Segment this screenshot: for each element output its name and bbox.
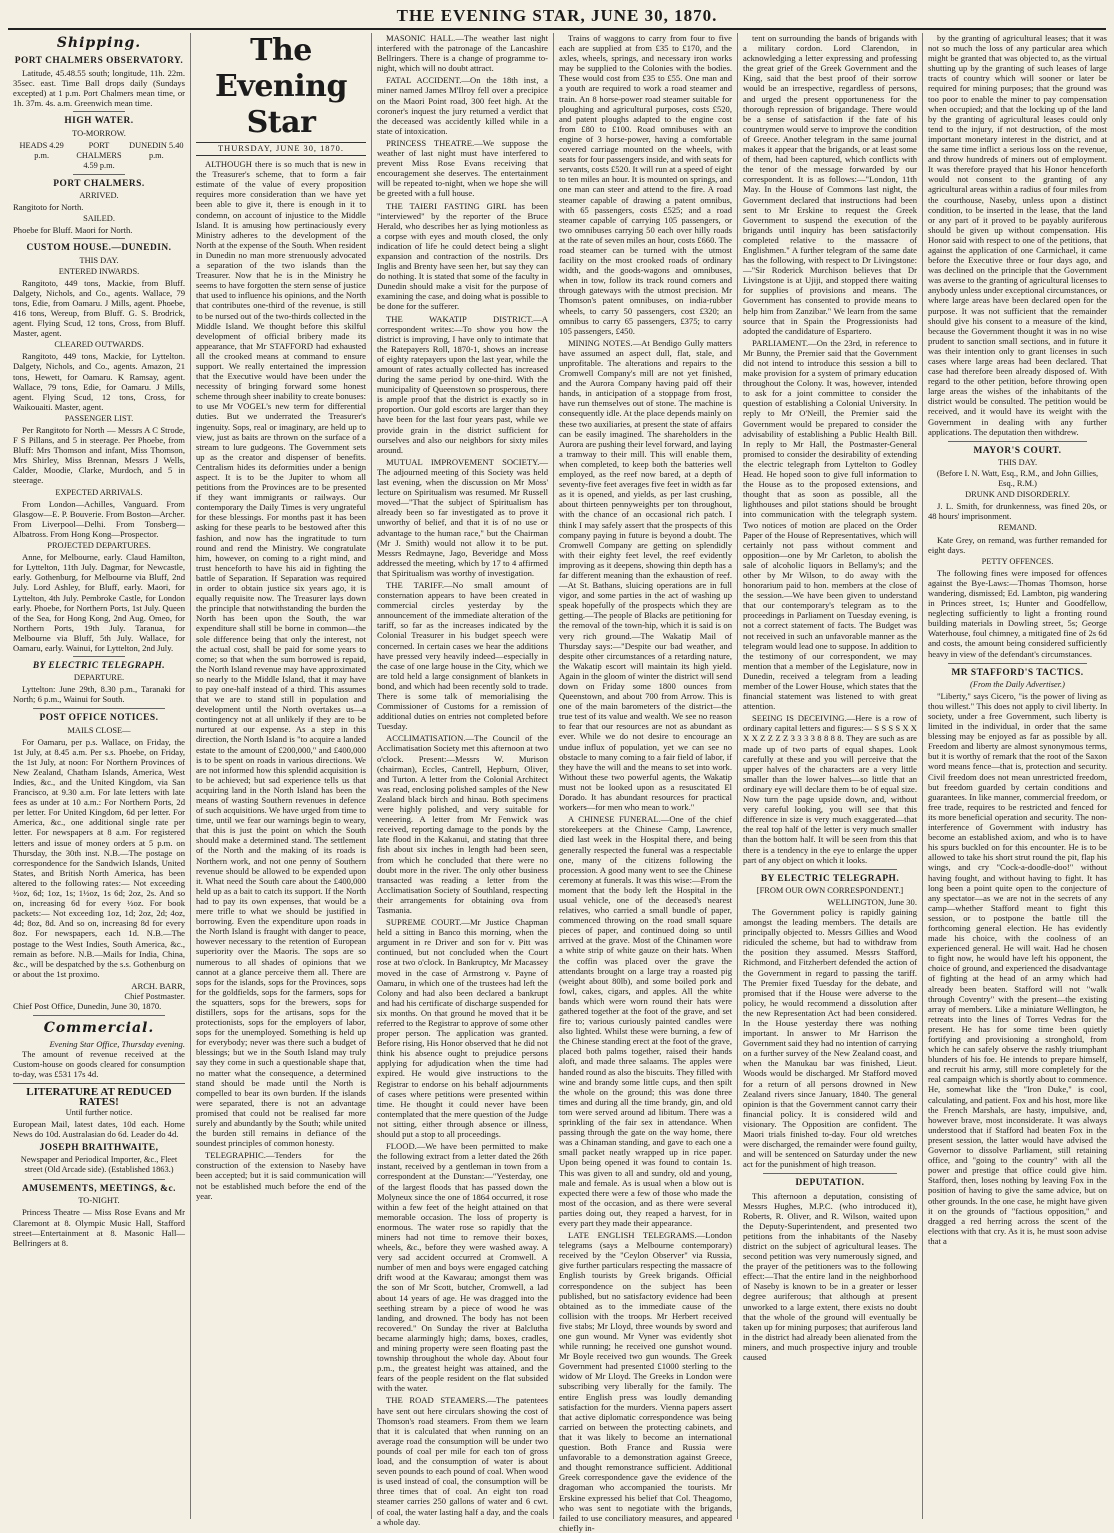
- mutual-improvement-paragraph: MUTUAL IMPROVEMENT SOCIETY.—The adjourned meeting of this Society was held last evening, when the discussion on Mr Moss' lecture on Spiritualism was resumed. Mr Russell moved—"That the subject of Spiritualism has already been so far investigated as to prove it unworthy of belief, and that it is of no use or advantage to the human race," but the Chairman (Mr J. Smith) would not allow it to be put. Messrs Redmayne, Jago, Beveridge and Moss addressed the meeting, which by 17 to 4 affirmed that Spiritualism was worthy of investigation.: [377, 456, 548, 578]
- commercial-title: Commercial.: [43, 1020, 155, 1037]
- entered-text: Rangitoto, 449 tons, Mackie, from Bluff. Dalgety, Nichols, and Co., agents. Wallace, 79 tons, Edie, from Oamaru. J Mills, agent. Phoebe, 416 tons, Wereup, from Bluff. G. S. Brodrick, agent. Flying Scud, 12 tons, Cross, from Bluff. Master, agent.: [13, 277, 185, 339]
- masthead-rule: [8, 28, 1106, 30]
- arrived-text: Rangitoto for North.: [13, 202, 84, 213]
- parliament-paragraph: PARLIAMENT.—On the 23rd, in reference to Mr Bunny, the Premier said that the Government did not intend to introduce this session a bill to make provision for a system of primary education throughout the Colony. It was, however, intended to ask for a joint committee to consider the question of establishing a Colonial University. In reply to Mr O'Neill, the Premier said the Government would be prepared to consider the advisability of establishing a Public Health Bill. In reply to Mr Hall, the Postmaster-General promised to consider the desirability of extending the electric telegraph from Lyttelton to Godley Head. He hoped soon to give full information to the House as to the proposed extensions, and thought that as soon as possible, all the lighthouses and pilot stations should be brought into communication with the telegraph system. Two notices of motion are placed on the Order Paper of the House of Representatives, which will certainly not pass without comment and opposition—one by Mr Carleton, to abolish the sale of alcoholic liquors in Bellamy's; and the other by Mr Wilson, to do away with the honorarium paid to hon. members at the close of the session.—We have been given to understand that our contemporary's telegram as to the proceedings in Parliament on Tuesday evening, is not a correct statement of facts. The Budget was not received in such an unfavorable manner as the telegram would lead one to suppose. In addition to the testimony of our correspondent, we may mention that a member of the Legislature, now in Dunedin, received a telegram from a leading member of the Lower House, which states that the financial statement was listened to with great attention.: [743, 337, 917, 712]
- column-2: [191, 33, 372, 1519]
- wellington-dateline: WELLINGTON, June 30.: [827, 896, 917, 907]
- amusements-text: Princess Theatre — Miss Rose Evans and Mr Claremont at 8. Olympic Music Hall, Stafford street—Entertainment at 8. Masonic Hall—Bellringers at 8.: [13, 1207, 185, 1248]
- divider: [73, 656, 125, 657]
- shipping-title: Shipping.: [56, 35, 142, 51]
- column-3: [372, 33, 554, 1527]
- road-steamers-continued: Trains of waggons to carry from four to five each are supplied at from £35 to £170, and the axles, wheels, springs, and necessary iron works may be supplied to the Colonies with the bodies. These would cost from £35 to £55. One man and a youth are required to work a road steamer and train. An 8 horse-power road steamer suitable for ploughing and agricultural purposes, costs £520, and patent ploughs adapted to the engine cost from £80 to £100. Road omnibuses with an engine of 3 horse-power, having a comfortable covered carriage mounted on the wheels, with seats for four passengers inside, and with seats for servants, costs £520. It will run at a speed of eight to ten miles an hour. It is mounted on springs, and one man can steer and attend to the fire. A road steamer capable of drawing a patent omnibus, with 65 passengers, costs £525; and a road steamer capable of carrying 105 passengers, or two omnibuses carrying 50 each over hilly roads at the rate of seven miles an hour, costs £660. The road steamer can be turned with the utmost facility on the most crooked roads of ordinary width, and the goods-wagons and omnibuses, when in tow, follow its track round corners and through gateways with the utmost precision. Mr Thomson's patent omnibuses, on india-rubber wheels, to carry 50 passengers, cost £320; an omnibus to carry 65 passengers, £375; to carry 105 passengers, £450.: [559, 33, 732, 336]
- sailed-text: Phoebe for Bluff. Maori for North.: [13, 225, 133, 236]
- telegraph-heading: BY ELECTRIC TELEGRAPH.: [32, 661, 166, 672]
- literature-ad: [13, 1083, 185, 1176]
- amusements-heading: AMUSEMENTS, MEETINGS, &c.: [22, 1184, 176, 1195]
- divider: [33, 1015, 165, 1016]
- page-masthead: THE EVENING STAR, JUNE 30, 1870.: [396, 6, 718, 25]
- telegrams-continued: tent on surrounding the bands of brigands with a military cordon. Lord Clarendon, in acknowledging a letter expressing and professing the great grief of the Greek Government and the King, said that the best proof of their sorrow would be an irrespective, regardless of persons, and urged the present opportuneness for the thorough repression of brigandage. There would be a sense of satisfaction if the fate of his countrymen would serve to improve the condition of Greece. Another telegram in the same journal makes it appear that the brigands, or at least some of them, had been captured, which conflicts with the tenor of the message forwarded by our correspondent. It is as follows:—"London, 11th May. In the House of Commons last night, the Government declared that instructions had been sent to Mr Erskine to request the Greek Government to suspend the execution of the brigands until inquiry has been satisfactorily completed relative to the massacre of Englishmen." A further telegram of the same date has the following, with respect to Dr Livingstone:—"Sir Roderick Murchison believes that Dr Livingstone is at Ujiji, and stopped there waiting for supplies of provisions and means. The Government has consented to provide means to help him from Zanzibar." We learn from the same source that in Spain the Progressionists had adopted the candidature of Espartero.: [743, 33, 917, 336]
- divider: [73, 111, 125, 112]
- column-5: [738, 33, 923, 1519]
- seeing-deceiving-paragraph: SEEING IS DECEIVING.—Here is a row of ordinary capital letters and figures:— S S S S X X X X Z Z Z Z 3 3 3 3 8 8 8 8. They are such as are made up of two parts of equal shapes. Look carefully at these and you will perceive that the upper halves of the characters are a very little smaller than the lower halves—so little that an ordinary eye will declare them to be of equal size. Now turn the page upside down, and, without very careful looking, you will see that this difference in size is very much exaggerated—that the real top half of the letter is very much smaller than the bottom half. It will be seen from this that there is a tendency in the eye to enlarge the upper part of any object on which it looks.: [743, 713, 917, 865]
- divider: [73, 174, 125, 175]
- high-water-heading: HIGH WATER.: [64, 116, 134, 127]
- literature-until: Until further notice.: [65, 1107, 133, 1117]
- chinese-funeral-paragraph: A CHINESE FUNERAL.—One of the chief storekeepers at the Chinese Camp, Lawrence, died last week in the Hospital there, and being generally respected the funeral was a respectable one, many of the citizens following the procession. A good many went to see the Chinese ceremony at funerals. It was this wise:—From the moment that the body left the Hospital in the usual vehicle, one of the deceased's nearest relatives, who carried a small bundle of paper, commenced throwing on the road small square pieces of paper, and continued doing so until arrived at the grave. Most of the Chinamen wore a white strip of white gauze on their hats. When the coffin was placed over the grave the attendants brought on a large tray a roasted pig (weight about 80lb), and some boiled pork and fowl, cakes, cigars, and apples. All the white bands which were worn round their hats were gathered together at the foot of the grave, and set fire to; various curiously painted candles were also lighted. Whilst these were burning, a few of the Chinese standing erect at the foot of the grave, placed both palms together, raised their hands aloft, and made three salaams. The apples were handed round as also the biscuits. They filled with wine and brandy some little cups, and then spilt the whole on the ground; this was done three times and during all the time brandy, gin, and old tom were served around ad libitum. There was a sprinkling of the fair sex in attendance. When passing through the gate on the way home, there was a Chinaman standing, and gave to each one a small packet neatly wrapped up in rice paper. Upon being opened it was found to contain 1s. This was given to all and sundry, old and young, male and female. As is usual when a blow out is expected there were a few of those who made the most of the occasion, and as there were several parties doing out, they reaped a harvest, for in every part they made their appearance.: [559, 814, 732, 1228]
- post-heading: POST OFFICE NOTICES.: [39, 713, 159, 724]
- deputation-heading: DEPUTATION.: [795, 1178, 865, 1189]
- mining-notes-paragraph: MINING NOTES.—At Bendigo Gully matters have assumed an aspect dull, flat, stale, and unprofitable. The alterations and repairs to the Cromwell Company's mill are not yet finished, and the Aurora Company having paid off their hands, in anticipation of a stoppage from frost, have run themselves out of stone. The machine is consequently idle. At the place depends mainly on these two auxiliaries, at present the state of affairs can be easily imagined. The shareholders in the Aurora are pushing their level forward, and laying a tramway to their mill. This will enable them, when completed, to keep both the batteries well employed, as the reef now bared, at a depth of seventy-five feet averages five feet in width as far as it is opened, and yields, as per last crushing, about thirteen pennyweights per ton throughout, with the chance of an occasional rich patch. I think I may safely assert that the prospects of this company paying in future is beyond a doubt. The Cromwell Company are getting on splendidly with their eighty feet level, the reef evidently improving as it deepens, showing thin depth has a far different meaning than the exhaustion of reef.—At St. Bathans, sluicing operations are in full vigor, and some parties in the act of washing up speak hopefully of the prospects which they are getting.—The people of Blacks are petitioning for the removal of the town-hip, which it is said is on very rich ground.—The Wakatip Mail of Thursday says:—"Despite our bad weather, and despite other circumstances of a retarding nature, the Wakatip escort will maintain its high yield. Again in the gloom of winter the district will send down on Friday some 1800 ounces from Queenstown, and about 700 from Arrow. This is one of the main barometers of the district—the true test of its value and wealth. We see no reason to fear that our resources are not as abundant as ever. While we do not desire to encourage an undue influx of population, yet we can see no obstacle to many coming to a fair field of labor, if they have the will and the means to set into work. Without these two powerful agents, the Wakatip must not be looked upon as a resuscitated El Dorado. It has abundant resources for practical workers—for men who mean to work.": [559, 337, 732, 813]
- literature-heading: LITERATURE AT REDUCED RATES!: [26, 1085, 172, 1108]
- column-4: [554, 33, 738, 1533]
- stafford-tactics-paragraph: "Liberty," says Cicero, "is the power of living as thou willest." This does not apply to civil liberty. In society, under a free Government, such liberty is limited in the individual, in order that the same blessing may be enjoyed as far as possible by all. Freedom and liberty are almost synonymous terms, but it is worthy of remark that the root of the Saxon word means fence—that is, protection and security. Civil freedom does not mean unrestricted freedom, but freedom guarded by certain conditions and guarantees. In like manner, commercial freedom, or free trade, requires to be restricted and fenced for its more beneficial operation and security. The non-interference of Government with industry has become an established axiom, and who is to have his spurs buckled on for this encounter. He is to be allowed to take his short strut round the pit, flap his wings, and cry "Cock-a-doodle-doo!" without having fought, and without having to fight. It has long been a point quite open to the conjecture of any spectator—as we are not in the secrets of any camp—whether Stafford meant to fight this session, or to postpone the battle till the forthcoming general election. He has evidently made his choice, with the coolness of an experienced general. He will wait. Had he chosen to fight now, he would have left his opponent, the choice of ground, and experienced the disadvantage of fighting at the head of an army which had already been beaten. Stafford will not "walk through Coventry" with the present—the existing array of members. Like a miniature Wellington, he retreats into the lines of Torres Vedras for the present. He has for some time been quietly fortifying and provisioning a stronghold, from which he can safely observe the rashly triumphant blunders of his foe. He intends to prepare himself, and recruit his army, still more completely for the real campaign which is shortly about to commence. He, somewhat like the "Iron Duke," is cool, calculating, and patient. Fox and his host, more like the French Marshals, are hasty, impulsive, and, however brave, most inconsiderate. It was always understood that if Stafford had beaten Fox in the present session, the latter would have advised the Governor to dissolve Parliament, still retaining office, and "going to the country" with all the power and prestige that office could give him. Stafford, then, loses nothing by leaving Fox in the position of having to give the same advice, but on other grounds. In the one case, he might have given it on the grounds of "factious opposition," and dragged a red herring across the scent of the elections with that cry. As it is, he must soon advise that a: [928, 690, 1107, 1246]
- divider: [33, 1179, 165, 1180]
- masonic-hall-paragraph: MASONIC HALL.—The weather last night interfered with the patronage of the Lancashire Bellringers. There is a change of programme to-night, which will no doubt attract.: [377, 33, 548, 74]
- petty-offences-paragraph: The following fines were imposed for offences against the Bye-Laws:—Thomas Thomson, horse wandering, dismissed; Ed. Lambton, pig wandering in Princes street, 1s; Hunter and Goodfellow, neglecting sufficiently to light a fronting round building materials in Dowling street, 5s; George Waterhouse, foul chimney, a mitigated fine of 2s 6d and costs, the amount being considered sufficiently heavy in view of the defendant's circumstances.: [928, 567, 1107, 659]
- deputation-paragraph: This afternoon a deputation, consisting of Messrs Hughes, M.P.C. (who introduced it), Roberts, R. Oliver, and R. Wilson, waited upon the Deputy-Superintendent, and presented two petitions from the inhabitants of the Naseby district on the subject of agricultural leases. The second petition was very numerously signed, and the prayer of the petitioners was to the following effect:—That the entire land in the neighborhood of Naseby is known to be in a greater or lesser degree auriferous; that although at present unworked to a large extent, there exists no doubt that the whole of the ground will eventually be taken up for mining purposes; that auriferous land in the district had already been alienated from the miners, and much prospective injury and trouble caused: [743, 1190, 917, 1362]
- acclimatisation-paragraph: ACCLIMATISATION.—The Council of the Acclimatisation Society met this afternoon at two o'clock. Present:—Messrs W. Murison (chairman), Eccles, Cantrell, Hepburn, Oliver, and Turton. A letter from the Colonial Architect was read, enclosing polished samples of the New Zealand black birch and hinau. Both specimens were highly polished, and very suitable for veneering. A letter from Mr Fenwick was received, reporting damage to the ponds by the late flood in the Kakanui, and stating that three fish about six inches in length had been seen, from which he concluded that there were no doubt more in the river. The only other business transacted was reading a letter from the Acclimatisation Society of Southland, respecting their arrangements for obtaining ova from Tasmania.: [377, 733, 548, 915]
- post-signature: ARCH. BARR,: [131, 980, 185, 991]
- wakatip-paragraph: THE WAKATIP DISTRICT.—A correspondent writes:—To show you how the district is improving, I have only to intimate that the Ratepayers Roll, 1870-1, shows an increase of eighty ratepayers upon the last year, while the amount of rates actually collected has increased during the same period by one-third. With the municipality of Queenstown so prosperous, there is ample proof that the district is exactly so in proportion. Our gold escorts are larger than they have been for the last four years past, while we provide grain in the district sufficient for ourselves and also our neighbors for sixty miles around.: [377, 313, 548, 455]
- divider: [33, 708, 165, 709]
- correspondent-label: [FROM OUR OWN CORRESPONDENT.]: [756, 885, 904, 895]
- passengers-label: PASSENGER LIST.: [64, 413, 134, 423]
- drunk-label: DRUNK AND DISORDERLY.: [965, 490, 1070, 500]
- court-bench: (Before I. N. Watt, Esq., R.M., and John Gillies, Esq., R.M.): [936, 468, 1099, 489]
- telegraphic-paragraph: TELEGRAPHIC.—Tenders for the construction of the extension to Naseby have been accepted; but it is said communication will not be established much before the end of the year.: [196, 1150, 366, 1201]
- divider: [948, 663, 1087, 664]
- tonight-label: TO-NIGHT.: [78, 1196, 120, 1206]
- leader-paragraph: ALTHOUGH there is so much that is new in the Treasurer's scheme, that to form a fair estimate of the value of every proposition requires more consideration than we have yet been able to give it, there is enough in it to condemn, on account of injustice to the Middle Island. It is amusing how pertinaciously every Ministry adheres to the development of the North at the expense of the South. When resident in Dunedin no man more strenuously advocated a separation of the two islands than the Treasurer. Now that he is in the Ministry he seems to have forgotten the stern sense of justice that used to influence his opinions, and the North that contributes one-third of the revenue, is still to be nursed out of the two-thirds collected in the Middle Island. We thought before this skilful development of official bribery made its appearance, that Mr STAFFORD had exhausted all the crooked means at command to ensure support. We really entertained the impression that the Executive would have been under the necessity of bringing forward some honest scheme through sheer inability to create bonuses: to use Mr VOGEL's new term for differential duties. But we underrated the Treasurer's ingenuity. Sops, real or imaginary, are held up to view, just as baits are thrown on the surface of a stream to lure gudgeons. The Government sets up as the creator and dispenser of benefits. Centralism hides its deformities under a benign aspect. It is to be the Jupiter to whom all petitions from the Provinces are to be presented if they want immigrants or railways. Our contemporary the Daily Times is very ungrateful for these blessings. For months past it has been asking for these pearls to be bestowed after this fashion, and now has the ingratitude to turn round and rend the Ministry. We congratulate him, however, on coming to a right mind, and trust henceforth to have his aid in fighting the battle of Separation. If Separation was required in order to obtain justice six years ago, it is equally requisite now. The Treasurer lays down the principle that notwithstanding the burden the North has been upon the South, the war expenditure shall still be borne in common—the sole difference being that only the interest, not the actual cost, shall be paid for some years to come; so that when the sum borrowed is repaid, the North Island revenue may have approximated so nearly to the Middle Island, that it may have to pay one-half instead of a third. This assumes that we are to stand still in population and development until the North overtakes us—a contingency not at all unlikely if they are to be nurtured at our expense. As a step in this direction, the North Island is "to acquire a landed estate to the amount of £200,000," and £400,000 is to be spent on roads in various directions. We are not informed how this splendid acquisition is to be achieved; but sad experience tells us that acquiring land in the North Island has been the means of wasting Southern revenues in defence of such acquisitions. We have urged from time to time, until we fear our warnings begin to weary, that this is just the point on which the South should make a determined stand. The settlement of the North and the making of its roads is Northern work, and not one penny of Southern revenue should be allowed to be expended upon it. What need the South care about the £400,000 held up as a bait to catch its support. If the North had to pay its own expenses, that would be a mere trifle to what we should be justified in borrowing. Even the expenditure upon roads in the North Island is fraught with danger to peace, however necessary to the retention of European superiority over the Maoris. The sops are so numerous to all shades of opinions that we cannot at a glance perceive them all. There are sops for the islands, sops for the Provinces, sops for the goldfields, sops for the farmers, sops for the squatters, sops for the brewers, sops for distillers, sops for the artisans, sops for the protectionists, sops for the employers of labor, sops for the unemployed. Something is held up for everybody; never was there such a budget of blessings; but we in the South Island may truly say they come in such a questionable shape that, no matter what the consequence, a determined stand should be made until the North is compelled to bear its own burden. If the islands were separated, there is not an advantage promised that could not be realised far more surely and abundantly by the South; while united the burden still remains in defiance of the soundest principles of common honesty.: [196, 159, 366, 1149]
- expected-text: From London—Achilles, Vanguard. From Glasgow—E. P. Bouverie. From Boston—Archer. From Liverpool—Delhi. From Tonsberg—Albatross. From Hong Kong—Prospector.: [13, 498, 185, 539]
- tide-heads: HEADS 4.29 p.m.: [19, 140, 64, 160]
- road-steamers-paragraph: THE ROAD STEAMERS.—The patentees have sent out here circulars showing the cost of Thomson's road steamers. From them we learn that it is calculated that when running on an average road the consumption will be under two pounds of coal per mile for each ton of gross load, and the consumption of water is about seven pounds to each pound of coal. When wood is used instead of coal, the consumption will be three times that of coal. An eight ton road steamer carries 250 gallons of water and 6 cwt. of coal, the water lasting half a day, and the coals a whole day.: [377, 1395, 548, 1527]
- customs-heading: CUSTOM HOUSE.—DUNEDIN.: [26, 243, 172, 254]
- observatory-heading: PORT CHALMERS OBSERVATORY.: [14, 56, 184, 66]
- petty-offences-label: PETTY OFFENCES.: [981, 556, 1054, 566]
- mayors-court-heading: MAYOR'S COURT.: [973, 445, 1062, 456]
- expected-label: EXPECTED ARRIVALS.: [55, 487, 143, 497]
- tariff-paragraph: THE TARIFF.—No small amount of consternation appears to have been created in commercial circles yesterday by the announcement of the immediate alteration of the tariff, so far as the increases indicated by the Colonial Treasurer in his budget speech were concerned. In certain cases we hear the additions have pressed very heavily indeed—especially in the case of one large house in the City, which we are told held a large consignment of blankets in bond, and which had been recently sold to trade. There is some talk of memorialising the Commissioner of Customs for a remission of additional duties on entries not completed before Tuesday.: [377, 579, 548, 732]
- divider: [763, 1173, 897, 1174]
- this-day-label: THIS DAY.: [79, 255, 119, 265]
- flood-paragraph: FLOOD.—We have been permitted to make the following extract from a letter dated the 26th instant, received by a gentleman in town from a correspondent at the Dunstan:—"Yesterday, one of the largest floods that has passed down the Molyneux since the one of 1864 occurred, it rose within a few feet of the height attained on that memorable occasion. The loss of property is enormous. The water rose so rapidly that the miners had not time to remove their boxes, wheels, &c., before they were washed away. A very sad accident occurred at Cromwell. A number of men and boys were engaged catching drift wood at the Kawarau; amongst them was the son of Mr Scott, butcher, Cromwell, a lad about 14 years of age. He was dragged into the seething stream by a piece of wood he was landing, and drowned. The body has not been recovered." On Sunday the river at Balclutha became alarmingly high; dams, boxes, cradles, and mining property were seen floating past the township throughout the whole day. About four p.m., the greatest height was attained, and the fears of the people resident on the flat subsided with the water.: [377, 1141, 548, 1394]
- projected-label: PROJECTED DEPARTURES.: [47, 541, 151, 551]
- stafford-tactics-heading: MR STAFFORD'S TACTICS.: [951, 667, 1084, 678]
- arrived-label: ARRIVED.: [79, 191, 119, 201]
- leader-dateline: THURSDAY, JUNE 30, 1870.: [196, 142, 366, 156]
- deputation-continued: by the granting of agricultural leases; that it was not so much the loss of any particular area which might be granted that was objected to, as the virtual shutting up by the granting of such leases of large tracts of country which will sooner or later be required for mining purposes; that the ground was too poor to enable the miner to pay compensation when occupied; and that the locking up of the land by the granting of agricultural leases could only tend to the injury, if not destruction, of the most important monetary interest in the district, and at the same time inflict a serious loss on the revenue, and throw hundreds of miners out of employment. It was therefore prayed that his Honor henceforth would not consent to the granting of any agricultural areas within a radius of four miles from the courthouse, Naseby, unless upon a distinct condition, to be inserted in the lease, that the land or any part of it proved to be payably auriferous should be given up without compensation. His Honor said with respect to one of the petitions, that against the application of one Carmichael, it came before the Executive three or four days ago, and was declined on the principle that the Government was averse to the granting of agricultural licenses to anybody unless under exceptional circumstances, or where large areas have been declared open for the purpose. It was not sufficient that the remainder should give his consent to a measure of the kind, because the Government thought it was in no wise prudent to sanction small sections, and in future it was their intention only to grant licenses in such cases where large areas had been declared. That case had therefore been already disposed of. With regard to the other petition, before throwing open large areas the wishes of the inhabitants of the district would be consulted. The petition would be received, and it would have its weight with the Government in dealing with any further applications. The deputation then withdrew.: [928, 33, 1107, 437]
- fatal-accident-paragraph: FATAL ACCIDENT.—On the 18th inst, a miner named James M'Ilroy fell over a precipice on the Maori Point road, 300 feet high. At the coroner's inquest the jury returned a verdict that the deceased was accidently killed while in a state of intoxication.: [377, 75, 548, 136]
- tomorrow-label: TO-MORROW.: [72, 128, 126, 138]
- literature-desc: Newspaper and Periodical Importer, &c., Fleet street (Old Arcade side). (Established 1863.): [20, 1155, 178, 1175]
- departure-text: Lyttelton: June 29th, 8.30 p.m., Taranaki for North; 6 p.m., Wainui for South.: [13, 684, 185, 705]
- literature-name: JOSEPH BRAITHWAITE,: [39, 1143, 159, 1153]
- sailed-label: SAILED.: [83, 214, 115, 224]
- entered-label: ENTERED INWARDS.: [58, 266, 140, 276]
- passengers-text: Per Rangitoto for North — Messrs A C Strode, F S Pillans, and 5 in steerage. Per Phoebe, from Bluff: Mrs Thomson and infant, Miss Thomson, Mrs Shirley, Miss Brennan, Messrs J Wells, Calder, Moodie, Clarke, Murdoch, and 5 in steerage.: [13, 425, 185, 486]
- commercial-dateline: Evening Star Office, Thursday evening.: [49, 1039, 185, 1050]
- mails-close-label: MAILS CLOSE—: [67, 725, 131, 735]
- supreme-court-paragraph: SUPREME COURT.—Mr Justice Chapman held a sitting in Banco this morning, when the argument in re Driver and son for v. Pitt was continued, but not concluded when the Court rose at two o'clock. In Bankruptcy, Mr Macassey moved in the case of Armstrong v. Payne of Oamaru, in which one of the trustees had left the Colony and had also been declared a bankrupt and had his certificate of discharge suspended for six months. On that ground he moved that it be referred to the Registrar to approve of some other proper person. The application was granted. Before rising, His Honor observed that he did not think his absence ought to prejudice persons applying for adjudication when the time had expired. He would give instructions to the Registrar to endorse on his behalf adjournments of cases where petitions were presented within time. He thought it could never have been contemplated that the mere question of the Judge not sitting, either through absence or illness, should put a stop to all proceedings.: [377, 917, 548, 1140]
- port-heading: PORT CHALMERS.: [53, 178, 145, 189]
- divider: [73, 238, 125, 239]
- departure-label: DEPARTURE.: [73, 673, 125, 683]
- paper-banner: The Evening Star: [215, 33, 347, 140]
- divider: [763, 869, 897, 870]
- tide-dunedin: DUNEDIN 5.40 p.m.: [129, 140, 184, 160]
- column-6: [923, 33, 1112, 1519]
- post-text: For Oamaru, per p.s. Wallace, on Friday, the 1st July, at 8.45 a.m. Per s.s. Phoebe, on Friday, the 1st July, at noon: For Northern Provinces of New Zealand, Chatham Islands, America, West Indies, &c., and the United Kingdom, via San Francisco, at 9.30 a.m. For late letters with late fees as under at 10 a.m.: For Northern Ports, 2d per letter. For United Kingdom, 6d per letter. For America, &c., one additional single rate per letter. For newspapers at 8 a.m. For registered letters and issue of money orders at 5 p.m. on Thursday, the 30th inst. N.B.—The postage on correspondence for the Sandwich Islands, United States, and British North America, has been altered to the following rates:— Not exceeding ½oz, 6d; 1oz, 1s; 1½oz, 1s 6d; 2oz, 2s. And so on, increasing 6d for every ½oz. For book packets:— Not exceeding 1oz, 1d; 2oz, 2d; 4oz, 4d; 8oz, 8d. And so on, increasing 8d for every 8oz. For newspapers, each 1d. N.B.—The postage to the West Indies, South America, &c., remain as before. N.B.—Mails for India, China, &c., will be despatched by the s.s. Gothenburg on or about the 1st proximo.: [13, 736, 185, 979]
- tide-port: PORT CHALMERS 4.59 p.m.: [76, 140, 122, 170]
- columns: [8, 33, 1108, 1533]
- cleared-label: CLEARED OUTWARDS.: [54, 340, 144, 350]
- court-day-label: THIS DAY.: [997, 457, 1038, 467]
- observatory-text: Latitude, 45.48.55 south; longitude, 11h. 22m. 35sec. east. Time Ball drops daily (Sundays excepted) at 1 p.m. Port Chalmers mean time, or 1h. 37m. 4s. a.m. Greenwich mean time.: [13, 68, 185, 109]
- projected-text: Anne, for Melbourne, early. Claud Hamilton, for Lyttelton, 11th July. Dagmar, for Newcastle, early. Gothenburg, for Melbourne via Bluff, 2nd July. Lord Ashley, for Bluff, early. Maori, for Lyttelton, 4th July. Pembroke Castle, for London early. Phoebe, for Northern Ports, 1st July. Queen of the Sea, for Hong Kong, 2nd Aug. Omeo, for Northern Ports, 19th July. Taranua, for Melbourne via Bluff, 5th July. Wallace, for Oamaru, early. Wainui, for Lyttelton, 2nd July.: [13, 552, 185, 653]
- fasting-girl-paragraph: THE TAIERI FASTING GIRL has been "interviewed" by the reporter of the Bruce Herald, who describes her as lying motionless as a corpse with eyes and mouth closed, the only indication of life he could detect being a slight expansion and contraction of the nostrils. Drs Inglis and Brenty have seen her, but say they can do nothing. It is stated that some of the faculty in Dunedin should make a visit for the purpose of examining the case, and doing what is possible to be done for the sufferer.: [377, 200, 548, 312]
- electric-telegraph-heading: BY ELECTRIC TELEGRAPH.: [760, 873, 900, 884]
- tide-table: [13, 141, 185, 171]
- tactics-source: (From the Daily Advertiser.): [970, 679, 1065, 689]
- divider: [948, 441, 1087, 442]
- drunk-paragraph: J. L. Smith, for drunkenness, was fined 20s, or 48 hours' imprisonment.: [928, 501, 1107, 522]
- literature-rows: European Mail, latest dates, 10d each. Home News do 10d. Australasian do 6d. Leader do 4d.: [13, 1118, 185, 1139]
- column-1: [8, 33, 191, 1519]
- government-policy-paragraph: The Government policy is rapidly gaining amongst the leading members. The details are principally objected to. Messrs Gillies and Wood ridiculed the scheme, but had to withdraw from the position they assumed. Messrs Stafford, Richmond, and Fitzherbert defended the action of the Government in regard to passing the tariff. The Premier fixed Tuesday for the debate, and promised that if the House were adverse to the policy, he would recommend a dissolution after the new Representation Act had been considered. In the House yesterday there was nothing important. In answer to Mr Harrison the Government said they had no intention of carrying on a further survey of the New Zealand coast, and when the Manukau bar was finished, Lieut. Woods would be discharged. Mr Stafford moved for a return of all persons drowned in New Zealand rivers since January, 1840. The general opinion is that the Government cannot carry their financial policy. It is considered wild and visionary. The Opposition are confident. The Maori trials finished to-day. Four old wretches were discharged, the remainder were found guilty, and will be sentenced on Saturday under the new act for the punishment of high treason.: [743, 906, 917, 1170]
- princess-theatre-paragraph: PRINCESS THEATRE.—We suppose the weather of last night must have interfered to prevent Miss Rose Evans receiving that encouragement she deserves. The entertainment will be repeated to-night, when we hope she will be greeted with a full house.: [377, 137, 548, 199]
- cleared-text: Rangitoto, 449 tons, Mackie, for Lyttelton. Dalgety, Nichols, and Co., agents. Amazon, 21 tons, Hewett, for Oamaru. K Ramsay, agent. Wallace, 79 tons, Edie, for Oamaru. J Mills, agent. Flying Scud, 12 tons, Cross, for Waikouaiti. Master, agent.: [13, 351, 185, 412]
- post-signature-title: Chief Postmaster.: [124, 990, 185, 1001]
- post-signature-place: Chief Post Office, Dunedin, June 30, 1870.: [13, 1001, 162, 1012]
- remand-paragraph: Kate Grey, on remand, was further remanded for eight days.: [928, 534, 1107, 555]
- english-telegrams-paragraph: LATE ENGLISH TELEGRAMS.—London telegrams (says a Melbourne contemporary) received by the "Ceylon Observer" via Russia, give further particulars respecting the massacre of English tourists by Greek brigands. Official correspondence on the subject has been published, but no satisfactory evidence had been obtained as to the immediate cause of the collision with the troops. Mr Herbert received five stabs; Mr Lloyd, three wounds by sword and one gun wound. Mr Vyner was evidently shot while running; he received one gunshot wound. Mr Boyle received two gun wounds. The Greek Government had presented £1000 sterling to the widow of Mr Lloyd. The Greeks in London were subscribing very liberally for the family. The entire English press was loudly demanding satisfaction for the murders. Vienna papers assert that active diplomatic correspondence was being carried on between the protecting cabinets, and that it was likely to become an international question. Both France and Russia were unfavorable to a demonstration against Greece, and thought remonstrance sufficient. Additional Greek correspondence gave the evidence of the dragoman who accompanied the tourists. Mr Erskine expressed his belief that Col. Theagomo, who was sent to negotiate with the brigands, failed to use conciliatory measures, and appeared chiefly in-: [559, 1230, 732, 1533]
- commercial-text: The amount of revenue received at the Custom-house on goods cleared for consumption to-day, was £531 17s 4d.: [13, 1049, 185, 1080]
- remand-label: REMAND.: [998, 523, 1037, 533]
